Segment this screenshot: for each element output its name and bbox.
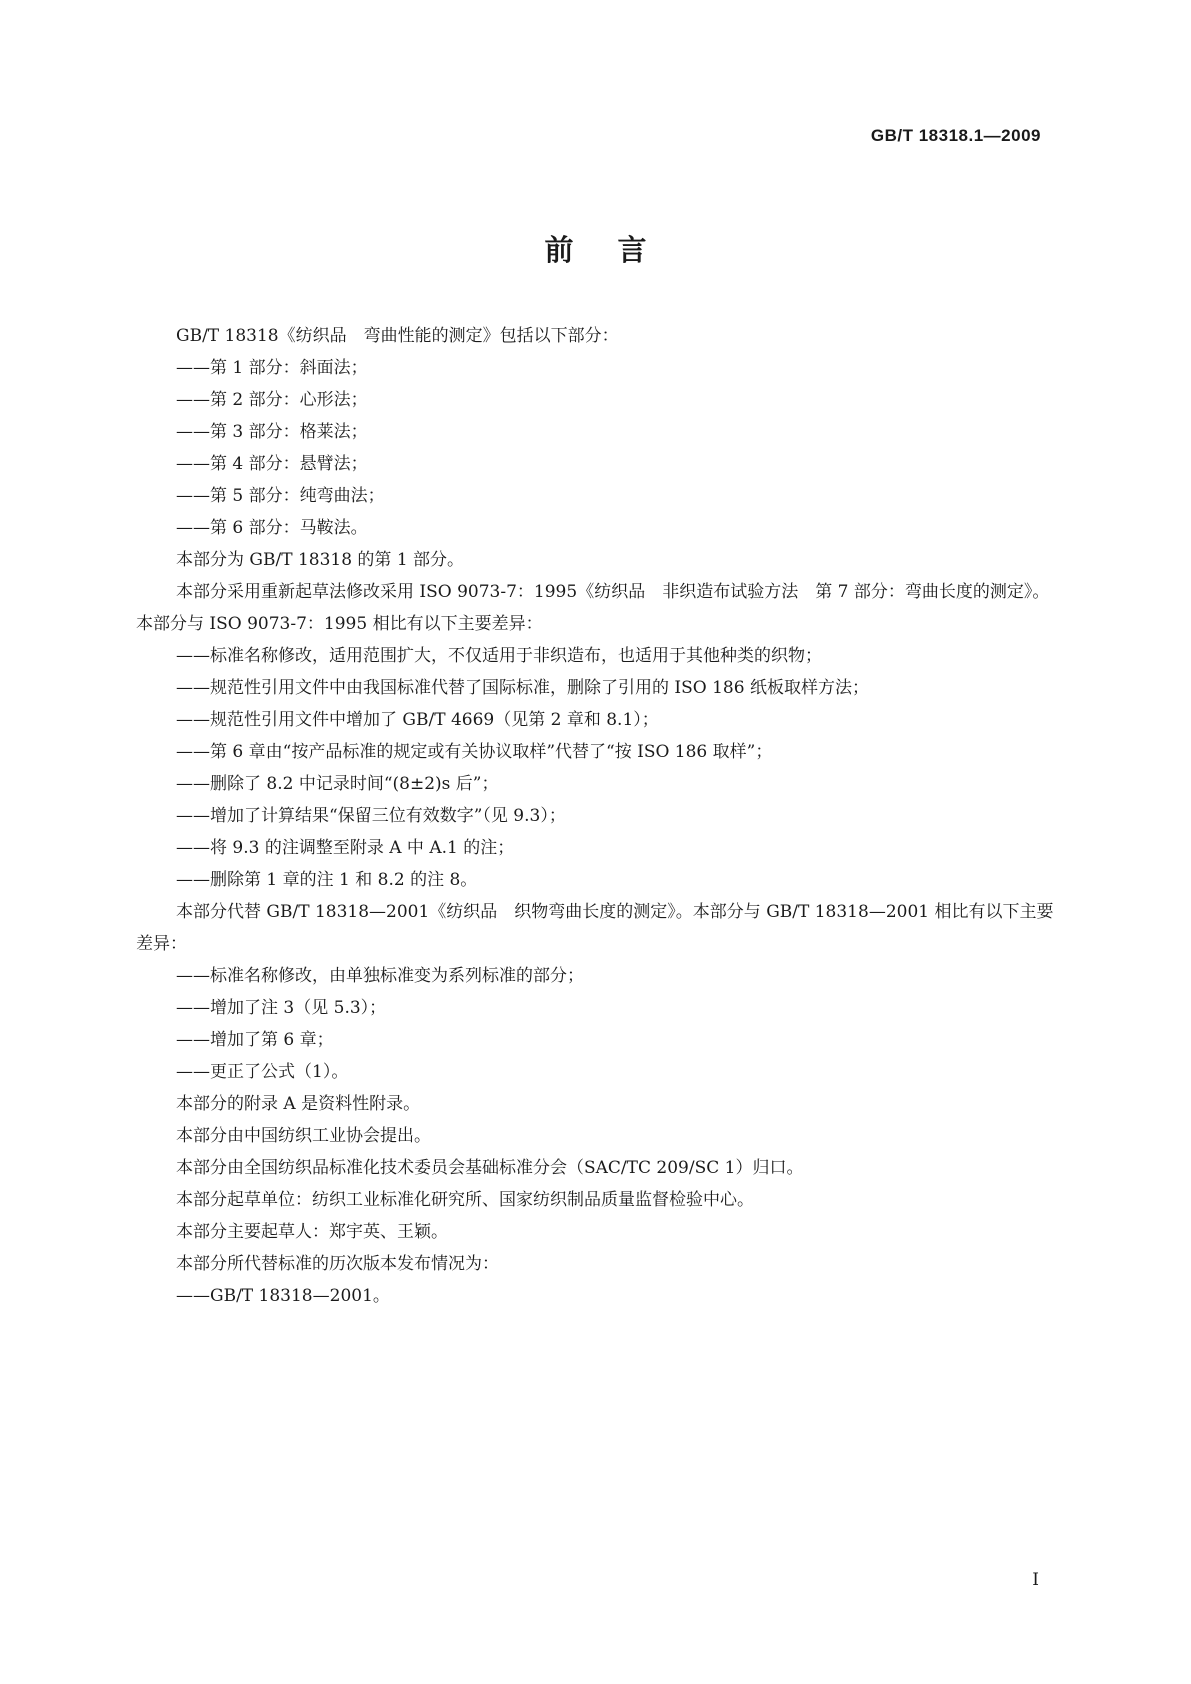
list-item: ——第 3 部分：格莱法；: [176, 422, 368, 442]
list-item: ——GB/T 18318—2001。: [176, 1286, 390, 1306]
paragraph: GB/T 18318《纺织品 弯曲性能的测定》包括以下部分：: [176, 326, 619, 346]
list-item: ——标准名称修改，由单独标准变为系列标准的部分；: [176, 966, 584, 986]
paragraph: 本部分主要起草人：郑宇英、王颖。: [176, 1222, 448, 1242]
paragraph: 本部分采用重新起草法修改采用 ISO 9073-7：1995《纺织品 非织造布试验方法 第 7 部分：弯曲长度的测定》。本部分与 ISO 9073-7：1995 相比有以下主要差异：: [136, 582, 1050, 634]
list-item: ——删除了 8.2 中记录时间“(8±2)s 后”；: [176, 774, 499, 794]
list-item: ——增加了注 3（见 5.3）；: [176, 998, 387, 1018]
foreword-body: [136, 320, 1056, 1312]
paragraph: 本部分所代替标准的历次版本发布情况为：: [176, 1254, 499, 1274]
paragraph: 本部分为 GB/T 18318 的第 1 部分。: [176, 550, 465, 570]
paragraph: 本部分代替 GB/T 18318—2001《纺织品 织物弯曲长度的测定》。本部分与 GB/T 18318—2001 相比有以下主要差异：: [136, 902, 1054, 954]
list-item: ——增加了第 6 章；: [176, 1030, 334, 1050]
list-item: ——第 2 部分：心形法；: [176, 390, 368, 410]
list-item: ——规范性引用文件中由我国标准代替了国际标准，删除了引用的 ISO 186 纸板取样方法；: [176, 678, 869, 698]
list-item: ——第 1 部分：斜面法；: [176, 358, 368, 378]
list-item: ——第 6 部分：马鞍法。: [176, 518, 368, 538]
paragraph: 本部分由中国纺织工业协会提出。: [176, 1126, 431, 1146]
list-item: ——标准名称修改，适用范围扩大，不仅适用于非织造布，也适用于其他种类的织物；: [176, 646, 822, 666]
list-item: ——第 6 章由“按产品标准的规定或有关协议取样”代替了“按 ISO 186 取样”；: [176, 742, 773, 762]
page-title: 前言: [544, 233, 691, 267]
paragraph: 本部分由全国纺织品标准化技术委员会基础标准分会（SAC/TC 209/SC 1）归口。: [176, 1158, 804, 1178]
standard-number: GB/T 18318.1—2009: [870, 126, 1041, 145]
paragraph: 本部分的附录 A 是资料性附录。: [176, 1094, 421, 1114]
list-item: ——规范性引用文件中增加了 GB/T 4669（见第 2 章和 8.1）；: [176, 710, 659, 730]
list-item: ——第 5 部分：纯弯曲法；: [176, 486, 385, 506]
page-number: I: [1032, 1570, 1039, 1590]
paragraph: 本部分起草单位：纺织工业标准化研究所、国家纺织制品质量监督检验中心。: [176, 1190, 754, 1210]
list-item: ——将 9.3 的注调整至附录 A 中 A.1 的注；: [176, 838, 515, 858]
list-item: ——更正了公式（1）。: [176, 1062, 349, 1082]
list-item: ——增加了计算结果“保留三位有效数字”（见 9.3）；: [176, 806, 566, 826]
list-item: ——删除第 1 章的注 1 和 8.2 的注 8。: [176, 870, 478, 890]
list-item: ——第 4 部分：悬臂法；: [176, 454, 368, 474]
